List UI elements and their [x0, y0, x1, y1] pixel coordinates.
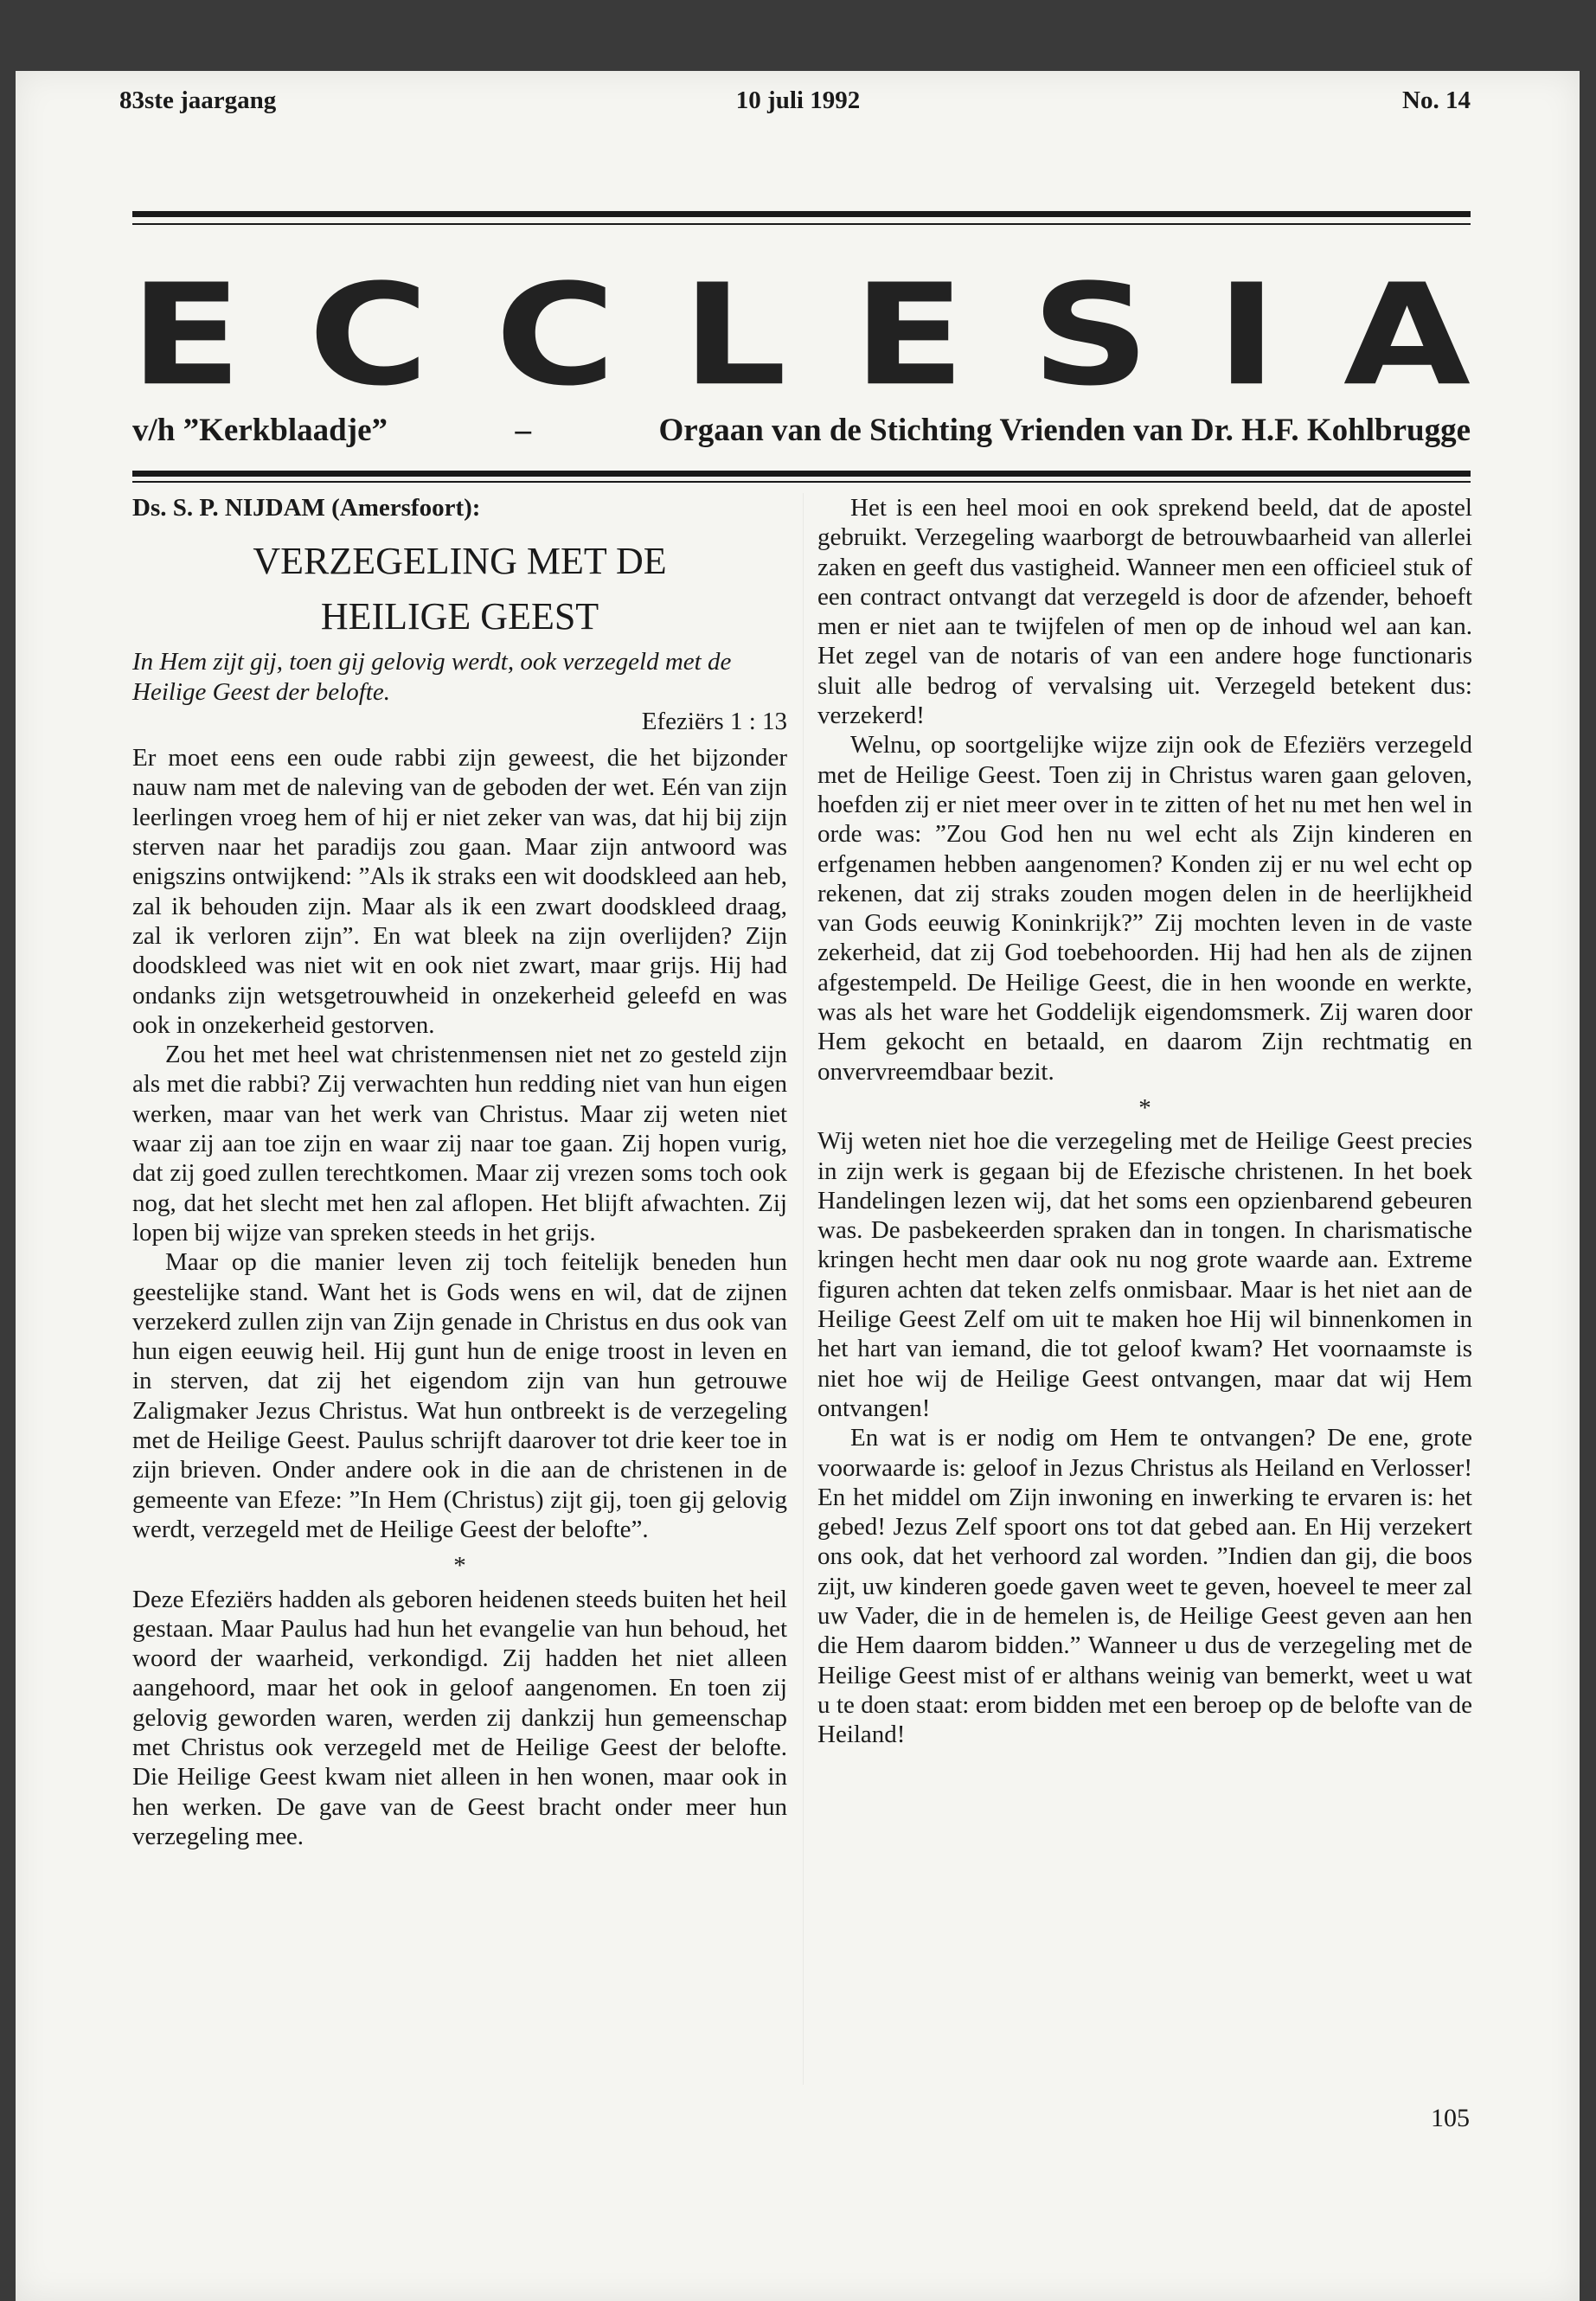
masthead-letter: E	[130, 253, 242, 417]
subtitle-organ: Orgaan van de Stichting Vrienden van Dr. H.F. Kohlbrugge	[658, 413, 1471, 448]
masthead-letter: S	[1031, 253, 1151, 417]
masthead-letter: E	[852, 253, 965, 417]
issue-date: 10 juli 1992	[735, 87, 861, 114]
paragraph: Wij weten niet hoe die verzegeling met de Heilige Geest precies in zijn werk is gegaan bij de Efezische christenen. In het boek Handelingen lezen wij, dat het soms een opzienbarend gebeuren was. De pasbekeerden spraken dan in tongen. In charismatische kringen hecht men daar ook nu nog grote waarde aan. Extreme figuren achten dat teken zelfs onmisbaar. Maar is het niet aan de Heilige Geest Zelf om uit te maken hoe Hij wil binnenkomen in het hart van iemand, die tot geloof kwam? Het voornaamste is niet hoe wij de Heilige Geest ontvangen, maar dat wij Hem ontvangen!	[817, 1127, 1472, 1422]
column-right	[817, 493, 1472, 1749]
top-rule-thin	[132, 223, 1471, 225]
paragraph: En wat is er nodig om Hem te ontvangen? De ene, grote voorwaarde is: geloof in Jezus Christus als Heiland en Verlosser! En het middel om Zijn inwoning en inwerking te ervaren is: het gebed! Jezus Zelf spoort ons tot dat gebed aan. En Hij verzekert ons ook, dat het verhoord zal worden. ”Indien dan gij, die boos zijt, uw kinderen goede gaven weet te geven, hoeveel te meer zal uw Vader, die in de hemelen is, de Heilige Geest geven aan hen die Hem daarom bidden.” Wanneer u dus de verzegeling met de Heilige Geest mist of er althans weinig van bemerkt, weet u wat u te doen staat: erom bidden met een beroep op de belofte van de Heiland!	[817, 1424, 1472, 1749]
epigraph-reference: Efeziërs 1 : 13	[641, 707, 787, 735]
paragraph: Deze Efeziërs hadden als geboren heidenen steeds buiten het heil gestaan. Maar Paulus had hun het evangelie van hun behoud, het woord der waarheid, verkondigd. Zij hadden het niet alleen aangehoord, maar het ook in geloof aangenomen. En toen zij gelovig geworden waren, werden zij dankzij hun gemeenschap met Christus ook verzegeld met de Heilige Geest der belofte. Die Heilige Geest kwam niet alleen in hen wonen, maar ook in hen werken. De gave van de Geest bracht onder meer hun verzegeling mee.	[132, 1585, 787, 1850]
bottom-rule-thin	[132, 481, 1471, 483]
subtitle-dash: –	[515, 413, 531, 448]
section-separator: *	[453, 1552, 466, 1580]
page-number: 105	[1431, 2104, 1470, 2132]
top-rule	[132, 211, 1471, 217]
paragraph: Welnu, op soortgelijke wijze zijn ook de Efeziërs verzegeld met de Heilige Geest. Toen zij in Christus waren gaan geloven, hoefden zij er niet meer over in te zitten of het nu met hen wel in orde was: ”Zou God hen nu wel echt als Zijn kinderen en erfgenamen hebben aangenomen? Konden zij er nu wel echt op rekenen, dat zij straks zouden mogen delen in de heerlijkheid van Gods eeuwig Koninkrijk?” Zij mochten leven in de vaste zekerheid, dat zij God toebehoorden. Hij had hen als de zijnen afgestempeld. De Heilige Geest, die in hen woonde en werkte, was als het ware het Goddelijk eigendomsmerk. Zij waren door Hem gekocht en betaald, en daarom Zijn rechtmatig en onvervreemdbaar bezit.	[817, 731, 1472, 1086]
subtitle-former-name: v/h ”Kerkblaadje”	[132, 413, 388, 448]
paragraph: Het is een heel mooi en ook sprekend beeld, dat de apostel gebruikt. Verzegeling waarborgt de betrouwbaarheid van allerlei zaken en geeft dus vastigheid. Wanneer men een officieel stuk of een contract ontvangt dat verzegeld is door de afzender, behoeft men er niet aan te twijfelen of men op de inhoud wel aan kan. Het zegel van de notaris of van een andere hoge functionaris sluit alle bedrog of vervalsing uit. Verzegeld betekent dus: verzekerd!	[817, 494, 1472, 730]
masthead-title	[130, 253, 1471, 417]
issue-number: No. 14	[1402, 87, 1471, 114]
article-title-line2: HEILIGE GEEST	[320, 595, 599, 638]
epigraph: In Hem zijt gij, toen gij gelovig werdt, ook verzegeld met de Heilige Geest der belofte.	[132, 648, 732, 706]
masthead-letter: C	[495, 253, 616, 417]
column-left	[132, 493, 787, 1851]
masthead-letter: L	[682, 253, 787, 417]
paragraph: Er moet eens een oude rabbi zijn geweest, die het bijzonder nauw nam met de naleving van de geboden der wet. Eén van zijn leerlingen vroeg hem of hij er niet zeker van was, dat hij bij zijn sterven naar het paradijs zou gaan. Maar zijn antwoord was enigszins ontwijkend: ”Als ik straks een wit doodskleed aan heb, zal ik behouden zijn. Maar als ik een zwart doodskleed draag, zal ik verloren zijn”. En wat bleek na zijn overlijden? Zijn doodskleed was niet wit en ook niet zwart, maar grijs. Hij had ondanks zijn wetsgetrouwheid in onzekerheid geleefd en was ook in onzekerheid gestorven.	[132, 744, 787, 1039]
paragraph: Maar op die manier leven zij toch feitelijk beneden hun geestelijke stand. Want het is Gods wens en wil, dat de zijnen verzekerd zullen zijn van Zijn genade in Christus en dus ook van hun eigen eeuwig heil. Hij gunt hun de enige troost in leven en in sterven, dat zij het eigendom zijn van hun getrouwe Zaligmaker Jezus Christus. Wat hun ontbreekt is de verzegeling met de Heilige Geest. Paulus schrijft daarover tot drie keer toe in zijn brieven. Onder andere ook in die aan de christenen in de gemeente van Efeze: ”In Hem (Christus) zijt gij, toen gij gelovig werdt, verzegeld met de Heilige Geest der belofte”.	[132, 1248, 787, 1543]
bottom-rule	[132, 471, 1471, 477]
masthead-letter: A	[1343, 253, 1471, 417]
column-divider	[803, 493, 804, 2085]
volume-label: 83ste jaargang	[119, 87, 277, 114]
paragraph: Zou het met heel wat christenmensen niet net zo gesteld zijn als met die rabbi? Zij verwachten hun redding niet van hun eigen werken, maar van het werk van Christus. Maar zij weten niet waar zij aan toe zijn en waar zij naar toe gaan. Zij hopen vurig, dat zij goed zullen terechtkomen. Maar zij vrezen soms toch ook nog, dat het slecht met hen zal aflopen. Het blijft afwachten. Zij lopen bij wijze van spreken steeds in het grijs.	[132, 1041, 787, 1247]
article-title-line1: VERZEGELING MET DE	[253, 540, 667, 583]
masthead-subtitle	[132, 412, 1471, 449]
article-author: Ds. S. P. NIJDAM (Amersfoort):	[132, 494, 481, 522]
section-separator: *	[1138, 1093, 1151, 1122]
masthead-letter: I	[1215, 253, 1278, 417]
masthead-letter: C	[308, 253, 429, 417]
